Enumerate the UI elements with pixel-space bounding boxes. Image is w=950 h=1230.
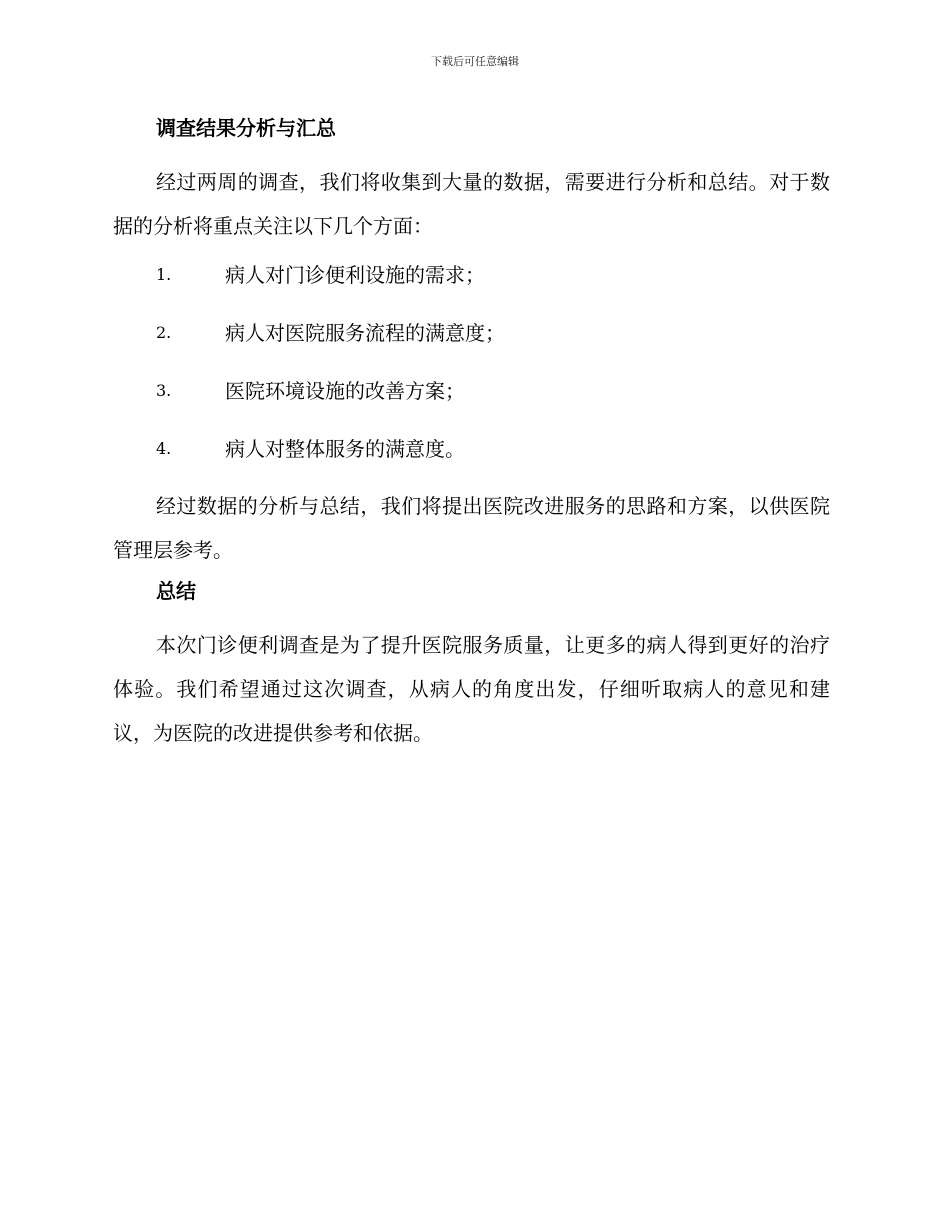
list-item-number: 1. — [156, 265, 172, 284]
section-heading-analysis: 调查结果分析与汇总 — [156, 116, 336, 140]
list-item — [113, 375, 830, 433]
list-item-text: 病人对整体服务的满意度。 — [225, 437, 465, 461]
list-item-number: 2. — [156, 323, 172, 342]
list-item-text: 病人对医院服务流程的满意度； — [225, 321, 505, 345]
focus-list — [113, 259, 830, 491]
document-body — [113, 112, 830, 768]
list-item-number: 3. — [156, 381, 172, 400]
list-item-number: 4. — [156, 439, 172, 458]
list-item-text: 病人对门诊便利设施的需求； — [225, 263, 485, 287]
list-item — [113, 433, 830, 491]
section-heading-summary: 总结 — [156, 579, 196, 603]
summary-paragraph: 本次门诊便利调查是为了提升医院服务质量，让更多的病人得到更好的治疗体验。我们希望通过这次调查，从病人的角度出发，仔细听取病人的意见和建议，为医院的改进提供参考和依据。 — [113, 633, 830, 745]
list-item — [113, 259, 830, 317]
analysis-intro-paragraph: 经过两周的调查，我们将收集到大量的数据，需要进行分析和总结。对于数据的分析将重点关注以下几个方面： — [113, 170, 830, 238]
list-item — [113, 317, 830, 375]
list-item-text: 医院环境设施的改善方案； — [225, 379, 465, 403]
page-header: 下载后可任意编辑 — [431, 55, 519, 68]
analysis-outro-paragraph: 经过数据的分析与总结，我们将提出医院改进服务的思路和方案，以供医院管理层参考。 — [113, 494, 830, 562]
